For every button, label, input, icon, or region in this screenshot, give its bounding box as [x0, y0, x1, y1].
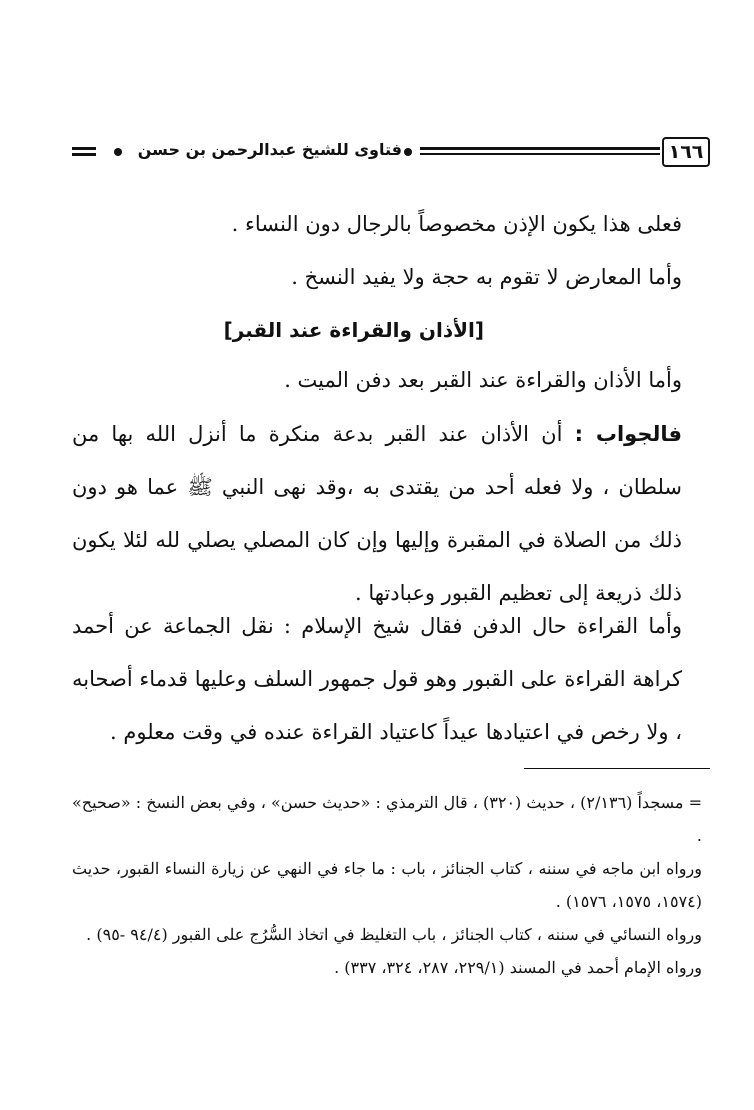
header-bullet-icon — [114, 148, 122, 156]
footnote-item: ورواه الإمام أحمد في المسند (٢٢٩/١، ٢٨٧، ٣٢٤، ٣٣٧) . — [334, 958, 702, 977]
footnotes — [72, 786, 702, 984]
section-heading: [الأذان والقراءة عند القبر] — [223, 318, 484, 342]
body-line: وأما المعارض لا تقوم به حجة ولا يفيد النسخ . — [291, 265, 682, 289]
body-line: فعلى هذا يكون الإذن مخصوصاً بالرجال دون النساء . — [231, 212, 682, 236]
question-line: وأما الأذان والقراءة عند القبر بعد دفن الميت . — [284, 368, 682, 392]
header-rule — [72, 147, 96, 150]
footnote-item: ورواه النسائي في سننه ، كتاب الجنائز ، باب التغليظ في اتخاذ السُّرُج على القبور (٩٤/٤ -٩٥) . — [86, 925, 702, 944]
footnote-separator — [524, 768, 710, 769]
header-rule — [72, 153, 96, 156]
header-rule — [420, 147, 660, 150]
reading-paragraph: وأما القراءة حال الدفن فقال شيخ الإسلام : نقل الجماعة عن أحمد كراهة القراءة على القبور وهو قول جمهور السلف وعليها قدماء أصحابه ، ولا رخص في اعتيادها عيداً كاعتياد القراءة عنده في وقت معلوم . — [72, 614, 682, 744]
answer-paragraph — [72, 408, 682, 620]
page-header — [66, 133, 710, 173]
footnote-item: ورواه ابن ماجه في سننه ، كتاب الجنائز ، باب : ما جاء في النهي عن زيارة النساء القبور، حديث (١٥٧٤، ١٥٧٥، ١٥٧٦) . — [72, 859, 702, 911]
header-rule — [420, 153, 660, 155]
footnote-item: = مسجداً (٢/١٣٦) ، حديث (٣٢٠) ، قال الترمذي : «حديث حسن» ، وفي بعض النسخ : «صحيح» . — [71, 793, 702, 845]
page-number: ١٦٦ — [662, 137, 710, 167]
running-title: فتاوى للشيخ عبدالرحمن بن حسن — [137, 140, 402, 159]
header-bullet-icon — [404, 148, 412, 156]
answer-text: أن الأذان عند القبر بدعة منكرة ما أنزل الله بها من سلطان ، ولا فعله أحد من يقتدى به ،وقد نهى النبي ﷺ عما هو دون ذلك من الصلاة في المقبرة وإليها وإن كان المصلي يصلي لله لئلا يكون ذلك ذريعة إلى تعظيم القبور وعبادتها . — [72, 422, 682, 605]
answer-label: فالجواب : — [574, 422, 682, 446]
